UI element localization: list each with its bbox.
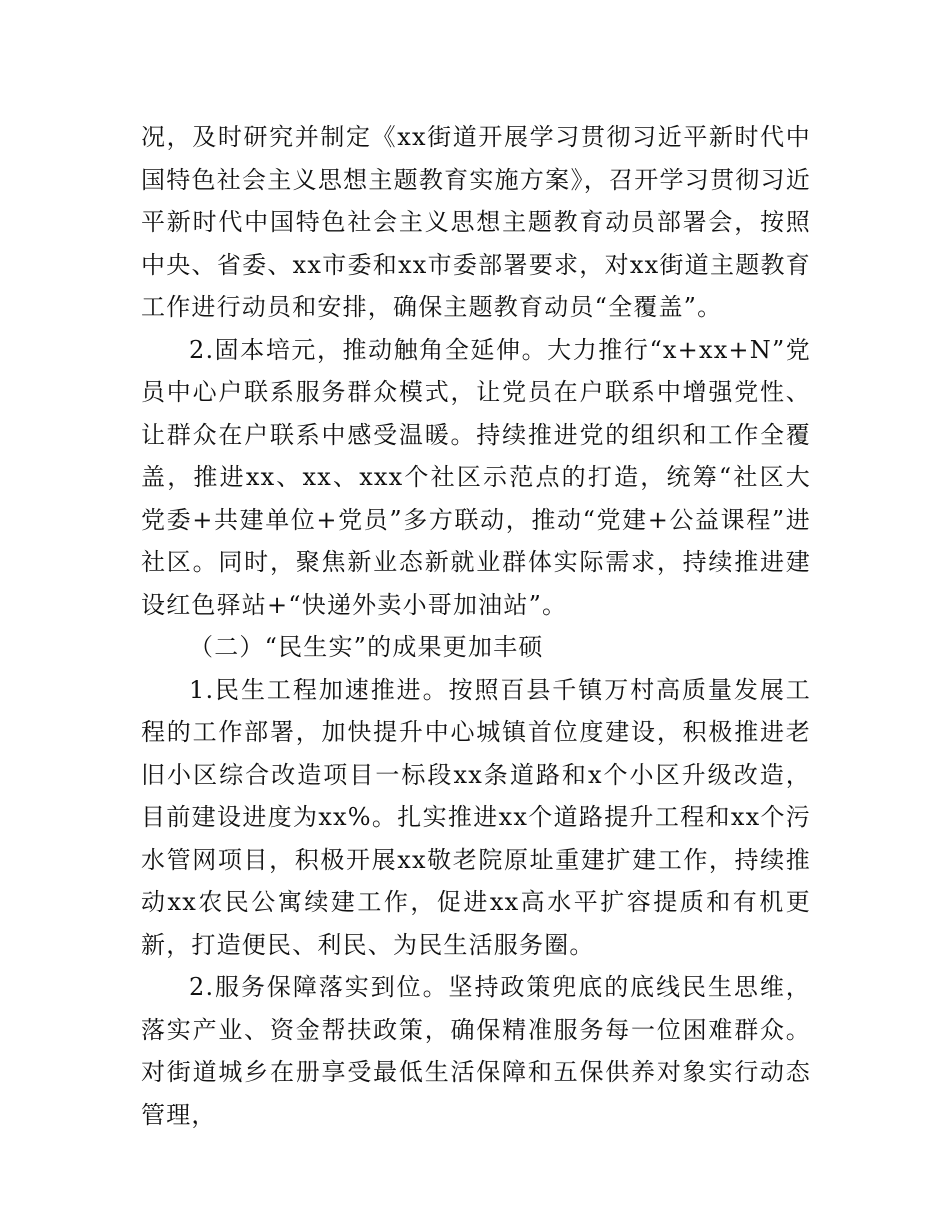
paragraph-service-guarantee: 2.服务保障落实到位。坚持政策兜底的底线民生思维，落实产业、资金帮扶政策，确保精准服务每一位困难群众。对街道城乡在册享受最低生活保障和五保供养对象实行动态管理， <box>141 973 811 1129</box>
paragraph-livelihood-projects: 1.民生工程加速推进。按照百县千镇万村高质量发展工程的工作部署，加快提升中心城镇首位度建设，积极推进老旧小区综合改造项目一标段xx条道路和x个小区升级改造，目前建设进度为xx%。扎实推进xx个道路提升工程和xx个污水管网项目，积极开展xx敬老院原址重建扩建工作，持续推动xx农民公寓续建工作，促进xx高水平扩容提质和有机更新，打造便民、利民、为民生活服务圈。 <box>141 675 811 959</box>
paragraph-continuation: 况，及时研究并制定《xx街道开展学习贯彻习近平新时代中国特色社会主义思想主题教育实施方案》，召开学习贯彻习近平新时代中国特色社会主义思想主题教育动员部署会，按照中央、省委、xx市委和xx市委部署要求，对xx街道主题教育工作进行动员和安排，确保主题教育动员“全覆盖”。 <box>141 123 811 321</box>
section-heading-livelihood: （二）“民生实”的成果更加丰硕 <box>189 633 544 661</box>
paragraph-party-building: 2.固本培元，推动触角全延伸。大力推行“x+xx+N”党员中心户联系服务群众模式，让党员在户联系中增强党性、让群众在户联系中感受温暖。持续推进党的组织和工作全覆盖，推进xx、xx、xxx个社区示范点的打造，统筹“社区大党委+共建单位+党员”多方联动，推动“党建+公益课程”进社区。同时，聚焦新业态新就业群体实际需求，持续推进建设红色驿站+“快递外卖小哥加油站”。 <box>141 335 811 619</box>
document-body <box>141 116 811 1136</box>
